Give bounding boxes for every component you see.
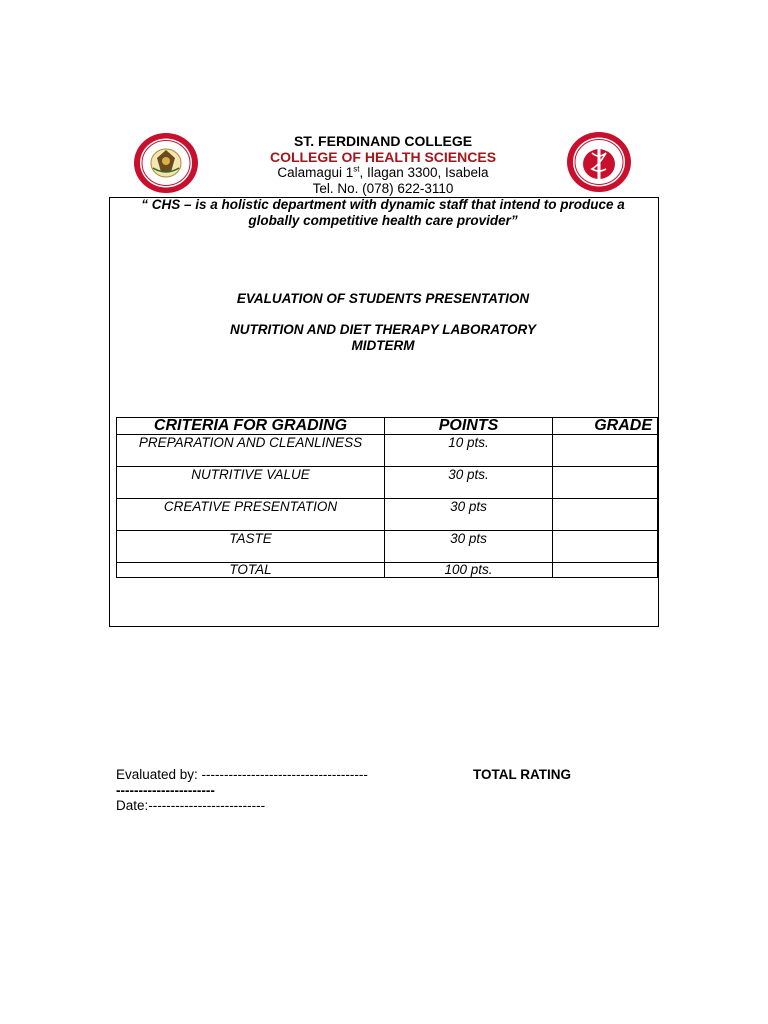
criteria-cell: TOTAL bbox=[117, 563, 385, 578]
grade-cell[interactable] bbox=[553, 563, 658, 578]
points-header: POINTS bbox=[385, 418, 553, 435]
date-line: Date:-------------------------- bbox=[116, 798, 266, 813]
points-cell: 100 pts. bbox=[385, 563, 553, 578]
criteria-cell: TASTE bbox=[117, 531, 385, 563]
table-row bbox=[117, 435, 658, 467]
points-cell: 10 pts. bbox=[385, 435, 553, 467]
grade-cell[interactable] bbox=[553, 435, 658, 467]
criteria-cell: PREPARATION AND CLEANLINESS bbox=[117, 435, 385, 467]
college-name: COLLEGE OF HEALTH SCIENCES bbox=[269, 148, 497, 165]
college-seal-left bbox=[133, 132, 199, 194]
table-header-row bbox=[117, 418, 658, 435]
points-cell: 30 pts bbox=[385, 499, 553, 531]
grade-cell[interactable] bbox=[553, 467, 658, 499]
evaluated-by-line: Evaluated by: ------------------------------------- bbox=[116, 767, 368, 782]
points-cell: 30 pts bbox=[385, 531, 553, 563]
criteria-cell: CREATIVE PRESENTATION bbox=[117, 499, 385, 531]
letterhead bbox=[230, 134, 536, 196]
grade-cell[interactable] bbox=[553, 499, 658, 531]
form-term: MIDTERM bbox=[351, 338, 415, 353]
table-row bbox=[117, 499, 658, 531]
school-name: ST. FERDINAND COLLEGE bbox=[293, 133, 473, 149]
table-row bbox=[117, 563, 658, 578]
grade-header: GRADE bbox=[553, 418, 658, 435]
signature-line: ---------------------- bbox=[116, 783, 215, 798]
table-row bbox=[117, 531, 658, 563]
department-motto: “ CHS – is a holistic department with dynamic staff that intend to produce a globally competitive health care provider” bbox=[141, 197, 625, 228]
address: Calamagui 1st, Ilagan 3300, Isabela bbox=[277, 164, 489, 180]
grading-table bbox=[116, 417, 658, 578]
telephone: Tel. No. (078) 622-3110 bbox=[312, 180, 454, 196]
college-seal-right bbox=[566, 131, 632, 193]
grade-cell[interactable] bbox=[553, 531, 658, 563]
criteria-cell: NUTRITIVE VALUE bbox=[117, 467, 385, 499]
total-rating-label: TOTAL RATING bbox=[473, 767, 571, 782]
criteria-header: CRITERIA FOR GRADING bbox=[117, 418, 385, 435]
form-title: EVALUATION OF STUDENTS PRESENTATION bbox=[236, 291, 530, 306]
points-cell: 30 pts. bbox=[385, 467, 553, 499]
form-subject: NUTRITION AND DIET THERAPY LABORATORY bbox=[229, 322, 536, 337]
table-row bbox=[117, 467, 658, 499]
